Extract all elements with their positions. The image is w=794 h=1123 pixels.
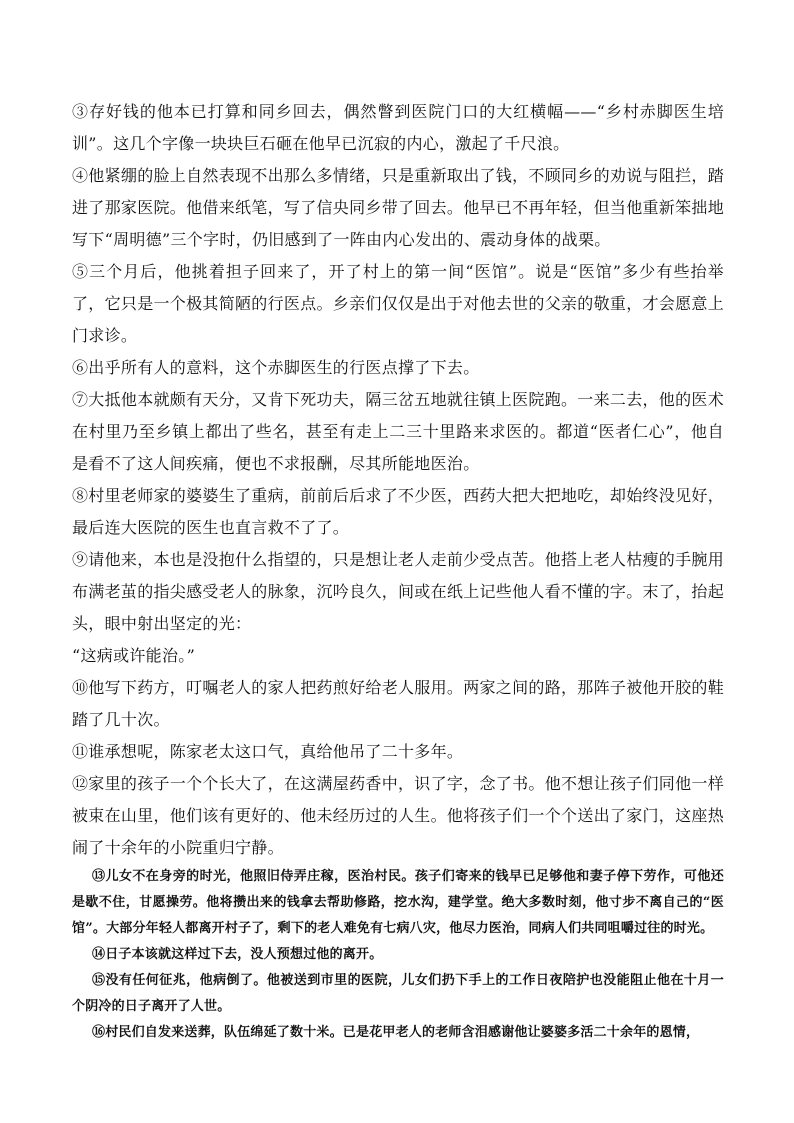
paragraph-6: ⑥出乎所有人的意料，这个赤脚医生的行医点撑了下去。 — [72, 358, 480, 377]
paragraph-9: ⑨请他来，本也是没抱什么指望的，只是想让老人走前少受点苦。他搭上老人枯瘦的手腕用布满老茧的指尖感受老人的脉象，沉吟良久，间或在纸上记些他人看不懂的字。末了，抬起头，眼中射出坚定的光： — [72, 550, 725, 633]
paragraph-3: ③存好钱的他本已打算和同乡回去，偶然瞥到医院门口的大红横幅——“乡村赤脚医生培训”。这几个字像一块块巨石砸在他早已沉寂的内心，激起了千尺浪。 — [72, 102, 724, 153]
paragraph-10: ⑩他写下药方，叮嘱老人的家人把药煎好给老人服用。两家之间的路，那阵子被他开胶的鞋踏了几十次。 — [72, 678, 725, 729]
paragraph-7: ⑦大抵他本就颇有天分，又肯下死功夫，隔三岔五地就往镇上医院跑。一来二去，他的医术在村里乃至乡镇上都出了些名，甚至有走上二三十里路来求医的。都道“医者仁心”，他自是看不了这人间疾痛，便也不求报酬，尽其所能地医治。 — [72, 390, 725, 473]
paragraph-13: ⑬儿女不在身旁的时光，他照旧侍弄庄稼，医治村民。孩子们寄来的钱早已足够他和妻子停下劳作，可他还是歇不住，甘愿操劳。他将攒出来的钱拿去帮助修路，挖水沟，建学堂。绝大多数时刻，他寸步不离自己的“医馆”。大部分年轻人都离开村子了，剩下的老人难免有七病八灾，他尽力医治，同病人们共同咀嚼过往的时光。 — [72, 869, 724, 936]
paragraph-8: ⑧村里老师家的婆婆生了重病，前前后后求了不少医，西药大把大把地吃，却始终没见好，最后连大医院的医生也直言救不了了。 — [72, 486, 725, 537]
paragraph-11: ⑪谁承想呢，陈家老太这口气，真给他吊了二十多年。 — [72, 742, 464, 761]
paragraph-14: ⑭日子本该就这样过下去，没人预想过他的离开。 — [92, 947, 383, 962]
paragraph-12: ⑫家里的孩子一个个长大了，在这满屋药香中，识了字，念了书。他不想让孩子们同他一样被束在山里，他们该有更好的、他未经历过的人生。他将孩子们一个个送出了家门，这座热闹了十余年的小院重归宁静。 — [72, 774, 725, 857]
paragraph-5: ⑤三个月后，他挑着担子回来了，开了村上的第一间“医馆”。说是“医馆”多少有些抬举了，它只是一个极其简陋的行医点。乡亲们仅仅是出于对他去世的父亲的敬重，才会愿意上门求诊。 — [72, 262, 725, 345]
paragraph-4: ④他紧绷的脸上自然表现不出那么多情绪，只是重新取出了钱，不顾同乡的劝说与阻拦，踏进了那家医院。他借来纸笔，写了信央同乡带了回去。他早已不再年轻，但当他重新笨拙地写下“周明德”三个字时，仍旧感到了一阵由内心发出的、震动身体的战栗。 — [72, 166, 725, 249]
article-body — [72, 96, 724, 1046]
paragraph-16: ⑯村民们自发来送葬，队伍绵延了数十米。已是花甲老人的老师含泪感谢他让婆婆多活二十余年的恩情， — [92, 1025, 700, 1040]
quote-line: “这病或许能治。” — [72, 646, 196, 665]
paragraph-15: ⑮没有任何征兆，他病倒了。他被送到市里的医院，儿女们扔下手上的工作日夜陪护也没能阻止他在十月一个阴冷的日子离开了人世。 — [72, 973, 724, 1014]
